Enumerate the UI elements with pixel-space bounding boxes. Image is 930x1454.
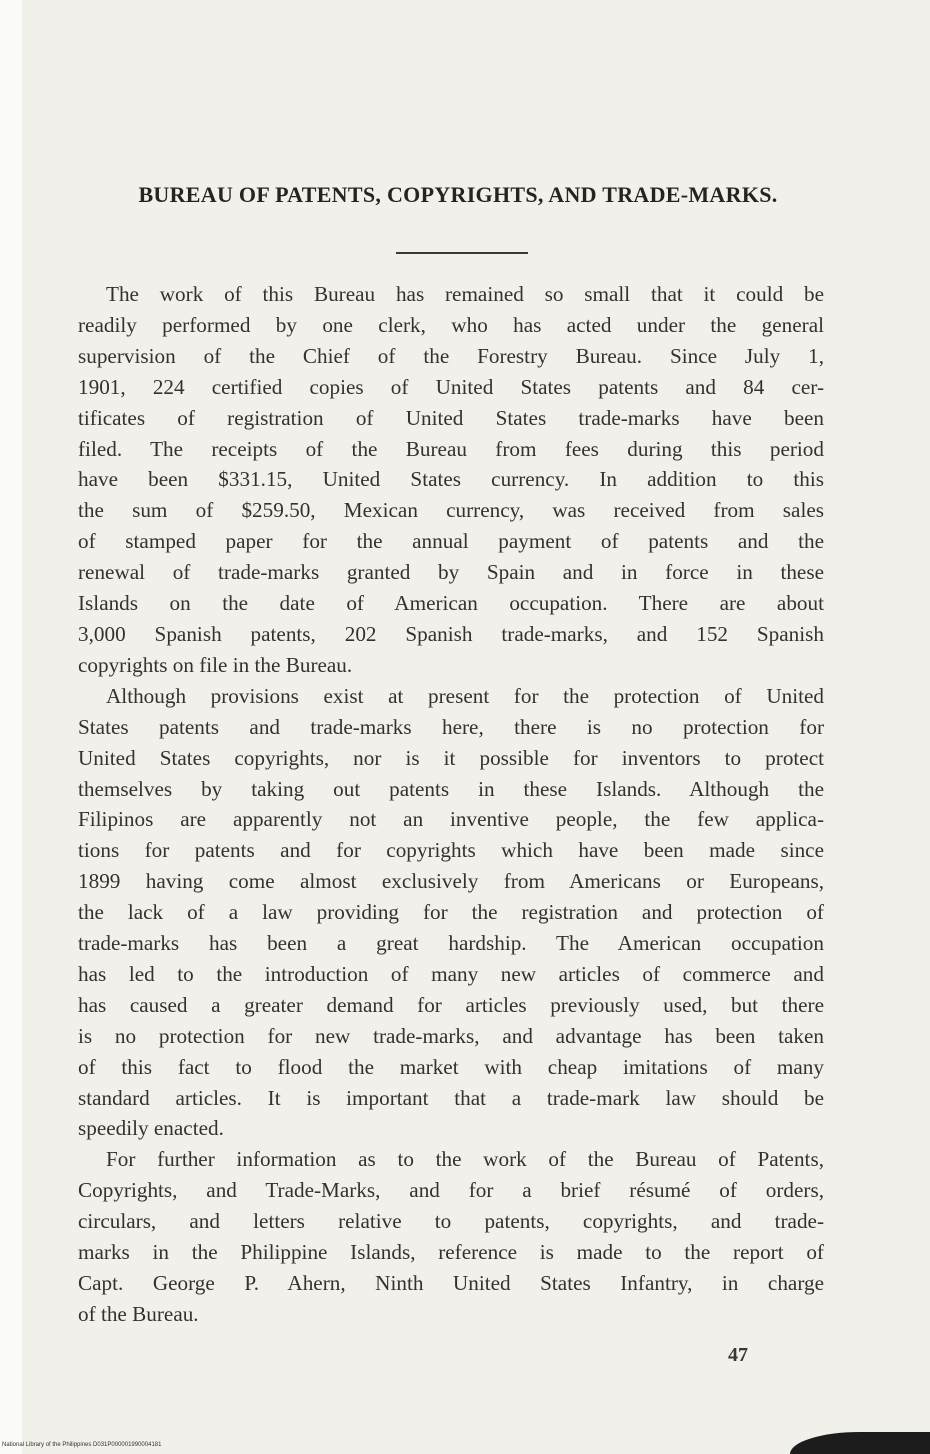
text-line: tificates of registration of United States trade-marks have been [78, 405, 824, 430]
text-line: the lack of a law providing for the registration and protection of [78, 900, 824, 925]
footer-credit: National Library of the Philippines D031P000001990004181 [2, 1442, 162, 1448]
text-line: standard articles. It is important that a trade-mark law should be [78, 1085, 824, 1110]
text-line: is no protection for new trade-marks, and advantage has been taken [78, 1023, 824, 1048]
text-line: copyrights on file in the Bureau. [78, 652, 353, 677]
text-line: marks in the Philippine Islands, reference is made to the report of [78, 1240, 824, 1265]
text-line: Filipinos are apparently not an inventive people, the few applica- [78, 807, 824, 832]
text-line: States patents and trade-marks here, there is no protection for [78, 714, 824, 739]
text-line: 1899 having come almost exclusively from Americans or Europeans, [78, 869, 824, 894]
text-line: tions for patents and for copyrights which have been made since [78, 838, 824, 863]
text-line: has led to the introduction of many new articles of commerce and [78, 961, 824, 986]
title-divider [396, 252, 528, 254]
page-title: BUREAU OF PATENTS, COPYRIGHTS, AND TRADE-MARKS. [138, 182, 778, 207]
document-body [78, 279, 824, 1330]
page-number: 47 [728, 1344, 748, 1366]
text-line: of stamped paper for the annual payment of patents and the [78, 529, 824, 554]
text-line: Although provisions exist at present for the protection of United [106, 683, 824, 708]
text-line: of the Bureau. [78, 1301, 199, 1326]
text-line: filed. The receipts of the Bureau from fees during this period [78, 436, 824, 461]
scan-margin [0, 0, 22, 1454]
text-line: the sum of $259.50, Mexican currency, was received from sales [78, 498, 824, 523]
text-line: 1901, 224 certified copies of United States patents and 84 cer- [78, 374, 824, 399]
text-line: 3,000 Spanish patents, 202 Spanish trade-marks, and 152 Spanish [78, 621, 824, 646]
text-line: Islands on the date of American occupation. There are about [78, 591, 824, 616]
text-line: For further information as to the work of the Bureau of Patents, [106, 1147, 824, 1172]
text-line: supervision of the Chief of the Forestry Bureau. Since July 1, [78, 343, 824, 368]
paragraph [78, 681, 824, 1145]
paragraph [78, 279, 824, 681]
text-line: of this fact to flood the market with cheap imitations of many [78, 1054, 824, 1079]
paragraph [78, 1144, 824, 1329]
text-line: renewal of trade-marks granted by Spain and in force in these [78, 560, 824, 585]
text-line: The work of this Bureau has remained so small that it could be [106, 282, 824, 306]
text-line: themselves by taking out patents in these Islands. Although the [78, 776, 824, 801]
text-line: Capt. George P. Ahern, Ninth United States Infantry, in charge [78, 1271, 824, 1295]
text-line: Copyrights, and Trade-Marks, and for a brief résumé of orders, [78, 1178, 824, 1203]
text-line: readily performed by one clerk, who has acted under the general [78, 312, 824, 337]
text-line: circulars, and letters relative to patents, copyrights, and trade- [78, 1209, 824, 1234]
text-line: trade-marks has been a great hardship. The American occupation [78, 931, 824, 956]
text-line: speedily enacted. [78, 1116, 224, 1141]
text-line: have been $331.15, United States currency. In addition to this [78, 467, 824, 492]
text-line: United States copyrights, nor is it possible for inventors to protect [78, 745, 824, 770]
text-line: has caused a greater demand for articles previously used, but there [78, 992, 824, 1017]
